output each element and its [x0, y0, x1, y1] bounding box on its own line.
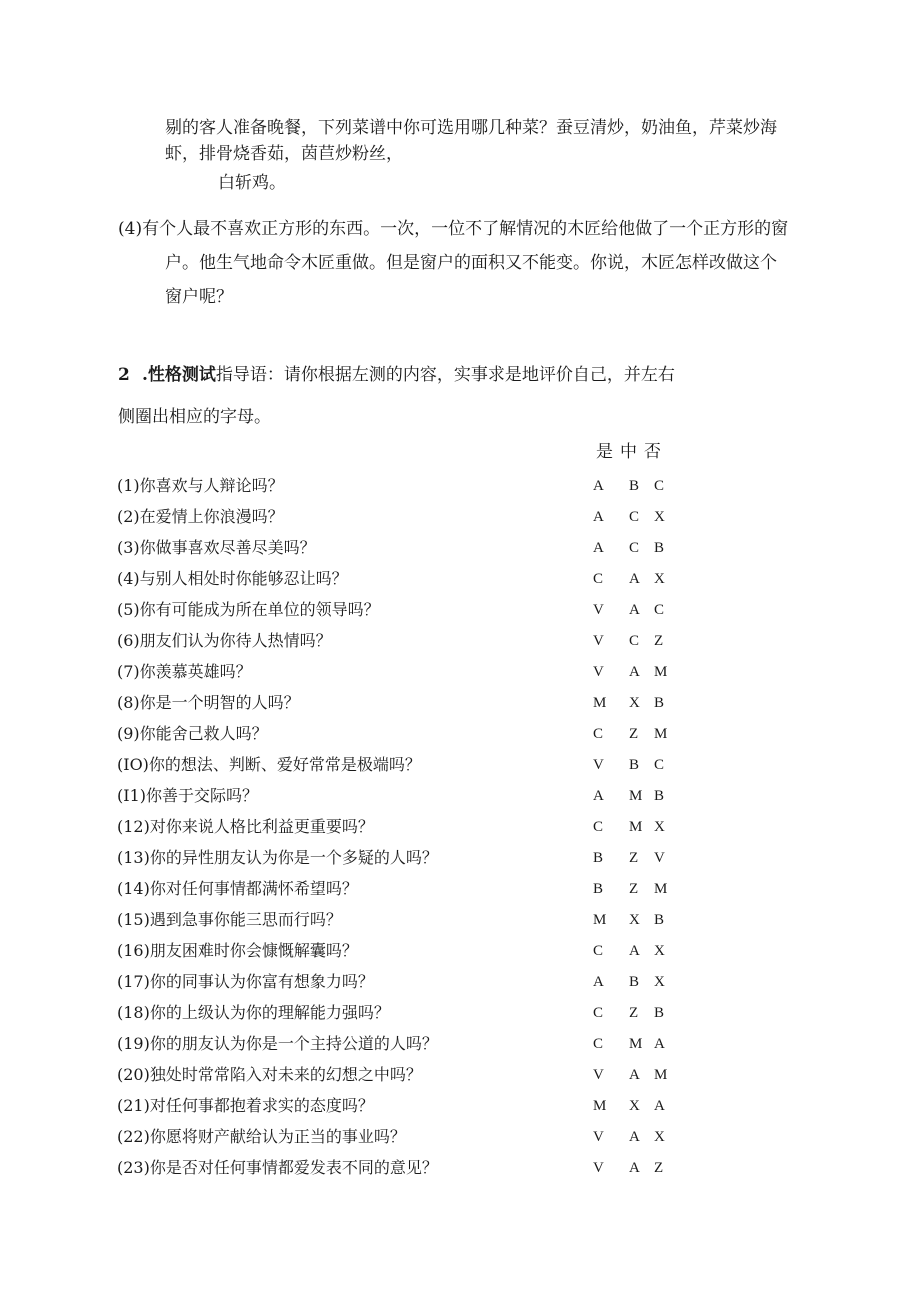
answer-option[interactable]: M: [593, 695, 607, 711]
question-text: (20)独处时常常陷入对未来的幻想之中吗？: [117, 1065, 422, 1084]
question-text: (4)与别人相处时你能够忍让吗？: [117, 569, 348, 588]
answer-option[interactable]: M: [654, 1067, 668, 1083]
answer-option[interactable]: Z: [654, 1160, 664, 1176]
answer-option[interactable]: C: [654, 478, 665, 494]
question-row: [117, 1031, 737, 1062]
question-row: [117, 535, 737, 566]
answer-option[interactable]: A: [629, 943, 640, 959]
question-row: [117, 845, 737, 876]
question-text: (22)你愿将财产献给认为正当的事业吗？: [117, 1127, 406, 1146]
section-number: 2: [118, 365, 130, 385]
answer-option[interactable]: C: [629, 540, 640, 556]
answer-option[interactable]: V: [593, 1129, 604, 1145]
question-row: [117, 938, 737, 969]
answer-option[interactable]: B: [654, 912, 665, 928]
question-text: (18)你的上级认为你的理解能力强吗？: [117, 1003, 390, 1022]
answer-option[interactable]: X: [629, 695, 640, 711]
answer-option[interactable]: M: [629, 1036, 643, 1052]
answer-option[interactable]: C: [629, 509, 640, 525]
question-text: (5)你有可能成为所在单位的领导吗？: [117, 600, 380, 619]
question-row: [117, 504, 737, 535]
question-text: (9)你能舍己救人吗？: [117, 724, 268, 743]
answer-option[interactable]: Z: [629, 1005, 639, 1021]
question-4-line: 窗户呢？: [165, 287, 233, 307]
answer-option[interactable]: A: [593, 509, 604, 525]
question-text: (19)你的朋友认为你是一个主持公道的人吗？: [117, 1034, 438, 1053]
header-yes: 是: [596, 442, 613, 462]
question-row: [117, 721, 737, 752]
question-text: (14)你对任何事情都满怀希望吗？: [117, 879, 358, 898]
section-instruction: 指导语：请你根据左测的内容，实事求是地评价自己，并左右: [215, 365, 675, 385]
answer-option[interactable]: V: [593, 1160, 604, 1176]
question-text: (12)对你来说人格比利益更重要吗？: [117, 817, 374, 836]
answer-option[interactable]: A: [654, 1098, 665, 1114]
header-mid: 中: [620, 442, 637, 462]
question-row: [117, 752, 737, 783]
answer-option[interactable]: B: [629, 757, 640, 773]
question-4-line: 户。他生气地命令木匠重做。但是窗户的面积又不能变。你说，木匠怎样改做这个: [165, 253, 777, 273]
answer-option[interactable]: C: [654, 757, 665, 773]
answer-option[interactable]: Z: [629, 726, 639, 742]
answer-option[interactable]: X: [629, 1098, 640, 1114]
answer-option[interactable]: A: [654, 1036, 665, 1052]
question-row: [117, 1155, 737, 1186]
intro-paragraph: [165, 115, 777, 167]
answer-option[interactable]: C: [593, 726, 604, 742]
answer-option[interactable]: C: [593, 1036, 604, 1052]
answer-option[interactable]: A: [629, 602, 640, 618]
answer-header: [596, 440, 668, 464]
question-row: [117, 659, 737, 690]
answer-option[interactable]: X: [654, 571, 665, 587]
question-row: [117, 628, 737, 659]
answer-option[interactable]: C: [629, 633, 640, 649]
question-text: (I1)你善于交际吗？: [117, 786, 258, 805]
answer-option[interactable]: A: [593, 478, 604, 494]
answer-option[interactable]: M: [593, 1098, 607, 1114]
question-text: (6)朋友们认为你待人热情吗？: [117, 631, 332, 650]
question-text: (16)朋友困难时你会慷慨解囊吗？: [117, 941, 358, 960]
intro-line: 剔的客人准备晚餐，下列菜谱中你可选用哪几种菜？蚕豆清炒，奶油鱼，芹菜炒海: [165, 118, 777, 138]
answer-option[interactable]: V: [593, 757, 604, 773]
answer-option[interactable]: A: [593, 788, 604, 804]
answer-option[interactable]: C: [654, 602, 665, 618]
answer-option[interactable]: A: [629, 1129, 640, 1145]
answer-option[interactable]: V: [593, 664, 604, 680]
question-text: (1)你喜欢与人辩论吗？: [117, 476, 284, 495]
question-row: [117, 814, 737, 845]
answer-option[interactable]: V: [593, 1067, 604, 1083]
question-text: (13)你的异性朋友认为你是一个多疑的人吗？: [117, 848, 438, 867]
answer-option[interactable]: X: [654, 943, 665, 959]
answer-option[interactable]: M: [654, 726, 668, 742]
answer-option[interactable]: M: [629, 788, 643, 804]
question-row: [117, 1000, 737, 1031]
question-row: [117, 566, 737, 597]
question-text: (15)遇到急事你能三思而行吗？: [117, 910, 342, 929]
answer-option[interactable]: A: [629, 1160, 640, 1176]
answer-option[interactable]: X: [654, 509, 665, 525]
question-row: [117, 907, 737, 938]
question-text: (8)你是一个明智的人吗？: [117, 693, 300, 712]
answer-option[interactable]: A: [629, 571, 640, 587]
answer-option[interactable]: C: [593, 1005, 604, 1021]
answer-option[interactable]: M: [654, 664, 668, 680]
question-text: (7)你羡慕英雄吗？: [117, 662, 252, 681]
section-heading: [118, 362, 675, 388]
answer-option[interactable]: X: [654, 819, 665, 835]
section-title: .性格测试: [142, 365, 216, 385]
answer-option[interactable]: B: [593, 850, 604, 866]
answer-option[interactable]: X: [654, 1129, 665, 1145]
intro-line: 虾，排骨烧香茹，茵苣炒粉丝，: [165, 144, 403, 164]
intro-tail: 白斩鸡。: [218, 173, 286, 193]
question-row: [117, 876, 737, 907]
question-4-paragraph: [118, 212, 788, 314]
question-row: [117, 969, 737, 1000]
answer-option[interactable]: X: [654, 974, 665, 990]
answer-option[interactable]: B: [629, 478, 640, 494]
answer-option[interactable]: B: [654, 540, 665, 556]
question-row: [117, 783, 737, 814]
answer-option[interactable]: B: [593, 881, 604, 897]
answer-option[interactable]: A: [593, 974, 604, 990]
answer-option[interactable]: Z: [629, 850, 639, 866]
answer-option[interactable]: B: [629, 974, 640, 990]
answer-option[interactable]: Z: [629, 881, 639, 897]
answer-option[interactable]: M: [629, 819, 643, 835]
answer-option[interactable]: M: [654, 881, 668, 897]
answer-option[interactable]: M: [593, 912, 607, 928]
question-row: [117, 597, 737, 628]
header-no: 否: [644, 442, 661, 462]
answer-option[interactable]: A: [629, 1067, 640, 1083]
question-table: [117, 473, 737, 1186]
answer-option[interactable]: C: [593, 571, 604, 587]
question-text: (17)你的同事认为你富有想象力吗？: [117, 972, 374, 991]
answer-option[interactable]: V: [654, 850, 665, 866]
answer-option[interactable]: V: [593, 602, 604, 618]
question-text: (IO)你的想法、判断、爱好常常是极端吗？: [117, 755, 421, 774]
question-row: [117, 473, 737, 504]
answer-option[interactable]: A: [593, 540, 604, 556]
answer-option[interactable]: Z: [654, 633, 664, 649]
answer-option[interactable]: A: [629, 664, 640, 680]
question-text: (2)在爱情上你浪漫吗？: [117, 507, 284, 526]
question-row: [117, 1062, 737, 1093]
question-text: (3)你做事喜欢尽善尽美吗？: [117, 538, 316, 557]
question-row: [117, 690, 737, 721]
answer-option[interactable]: B: [654, 695, 665, 711]
answer-option[interactable]: X: [629, 912, 640, 928]
question-4-line: (4)有个人最不喜欢正方形的东西。一次，一位不了解情况的木匠给他做了一个正方形的窗: [118, 219, 789, 239]
section-instruction-cont: 侧圈出相应的字母。: [118, 407, 271, 427]
answer-option[interactable]: C: [593, 943, 604, 959]
answer-option[interactable]: C: [593, 819, 604, 835]
answer-option[interactable]: B: [654, 788, 665, 804]
question-text: (23)你是否对任何事情都爱发表不同的意见？: [117, 1158, 438, 1177]
answer-option[interactable]: V: [593, 633, 604, 649]
question-row: [117, 1124, 737, 1155]
question-row: [117, 1093, 737, 1124]
answer-option[interactable]: B: [654, 1005, 665, 1021]
question-text: (21)对任何事都抱着求实的态度吗？: [117, 1096, 374, 1115]
